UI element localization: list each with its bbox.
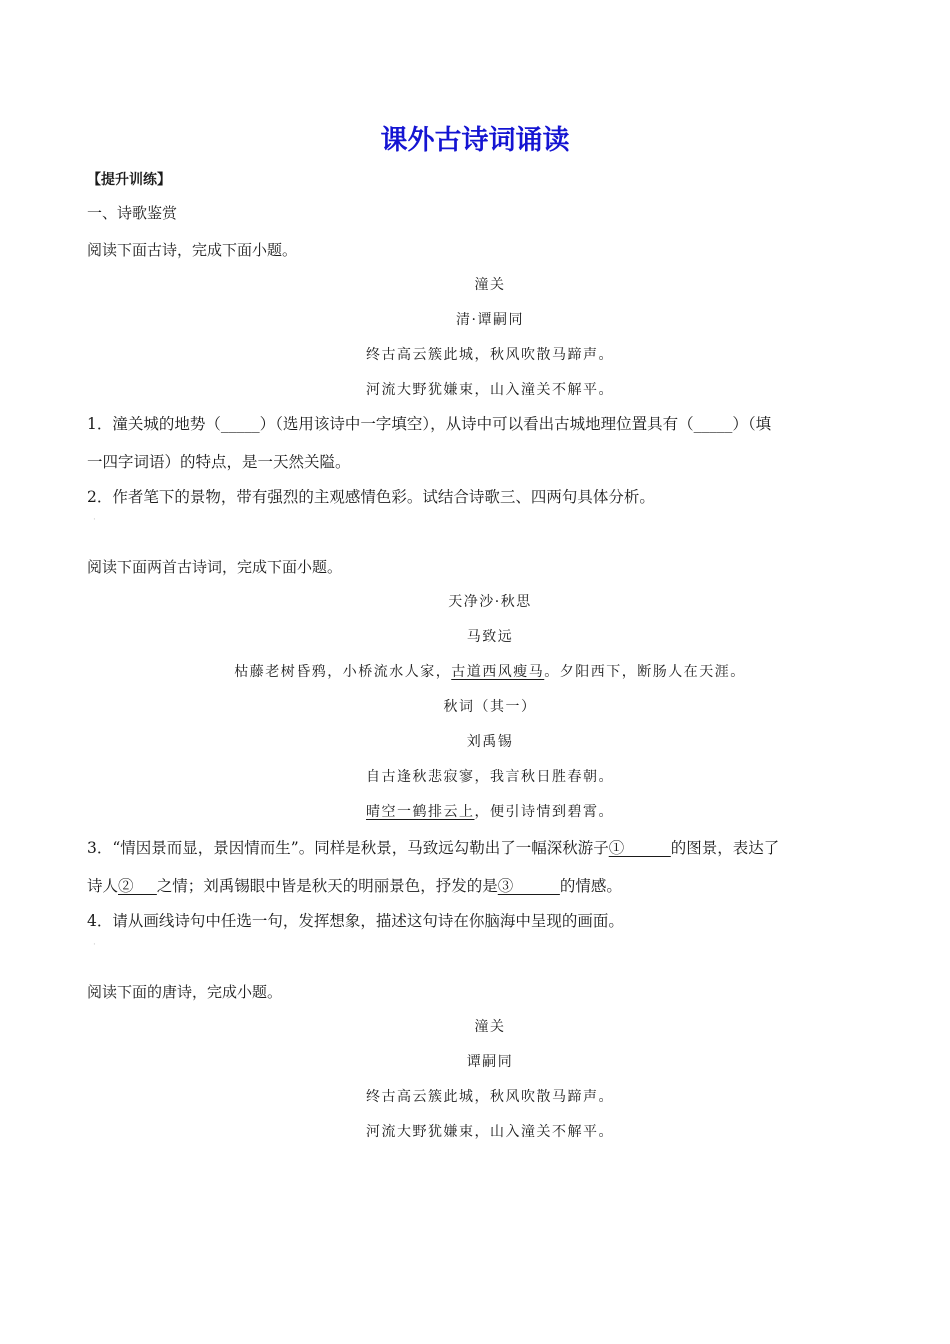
answer-blank: ②___ [118,877,157,895]
poem-title: 潼关 [474,277,506,293]
poem-line: 河流大野犹嫌束，山入潼关不解平。 [366,1124,614,1140]
underlined-verse: 晴空一鹤排云上 [366,804,475,820]
poem-line: 河流大野犹嫌束，山入潼关不解平。 [366,382,614,398]
poem-author: 谭嗣同 [466,1054,514,1070]
question-1-cont: 一四字词语）的特点，是一天然关隘。 [87,453,351,471]
poem-author: 马致远 [466,629,514,645]
poem-title: 天净沙·秋思 [448,594,532,610]
answer-blank: ③______ [497,877,560,895]
passage-intro: 阅读下面的唐诗，完成小题。 [87,983,283,1001]
passage-intro: 阅读下面古诗，完成下面小题。 [87,241,298,259]
section-tag: 【提升训练】 [87,172,171,188]
poem-line: 终古高云簇此城，秋风吹散马蹄声。 [366,1089,614,1105]
question-3-cont: 诗人②___之情；刘禹锡眼中皆是秋天的明丽景色，抒发的是③______的情感。 [87,877,622,895]
page-title: 课外古诗词诵读 [380,125,570,156]
poem-line: 晴空一鹤排云上，便引诗情到碧霄。 [366,804,614,820]
question-3: 3．“情因景而显，景因情而生”。同样是秋景，马致远勾勒出了一幅深秋游子①______的图景，表达了 [87,839,780,857]
poem-line: 枯藤老树昏鸦，小桥流水人家，古道西风瘦马。夕阳西下，断肠人在天涯。 [234,664,746,680]
answer-space-marker: · [93,940,96,950]
part-heading: 一、诗歌鉴赏 [87,204,178,222]
poem-author: 刘禹锡 [466,734,514,750]
poem-title: 潼关 [474,1019,506,1035]
question-1: 1．潼关城的地势（_____）（选用该诗中一字填空），从诗中可以看出古城地理位置具有（_____）（填 [87,415,772,433]
poem-line: 终古高云簇此城，秋风吹散马蹄声。 [366,347,614,363]
question-2: 2．作者笔下的景物，带有强烈的主观感情色彩。试结合诗歌三、四两句具体分析。 [87,488,655,506]
underlined-verse: 古道西风瘦马 [451,664,545,680]
poem-line: 自古逢秋悲寂寥，我言秋日胜春朝。 [366,769,614,785]
poem-author: 清·谭嗣同 [456,312,524,328]
answer-space-marker: · [93,515,96,525]
poem-title: 秋词（其一） [443,699,537,715]
answer-blank: ①______ [608,839,671,857]
question-4: 4．请从画线诗句中任选一句，发挥想象，描述这句诗在你脑海中呈现的画面。 [87,912,624,930]
passage-intro: 阅读下面两首古诗词，完成下面小题。 [87,558,343,576]
